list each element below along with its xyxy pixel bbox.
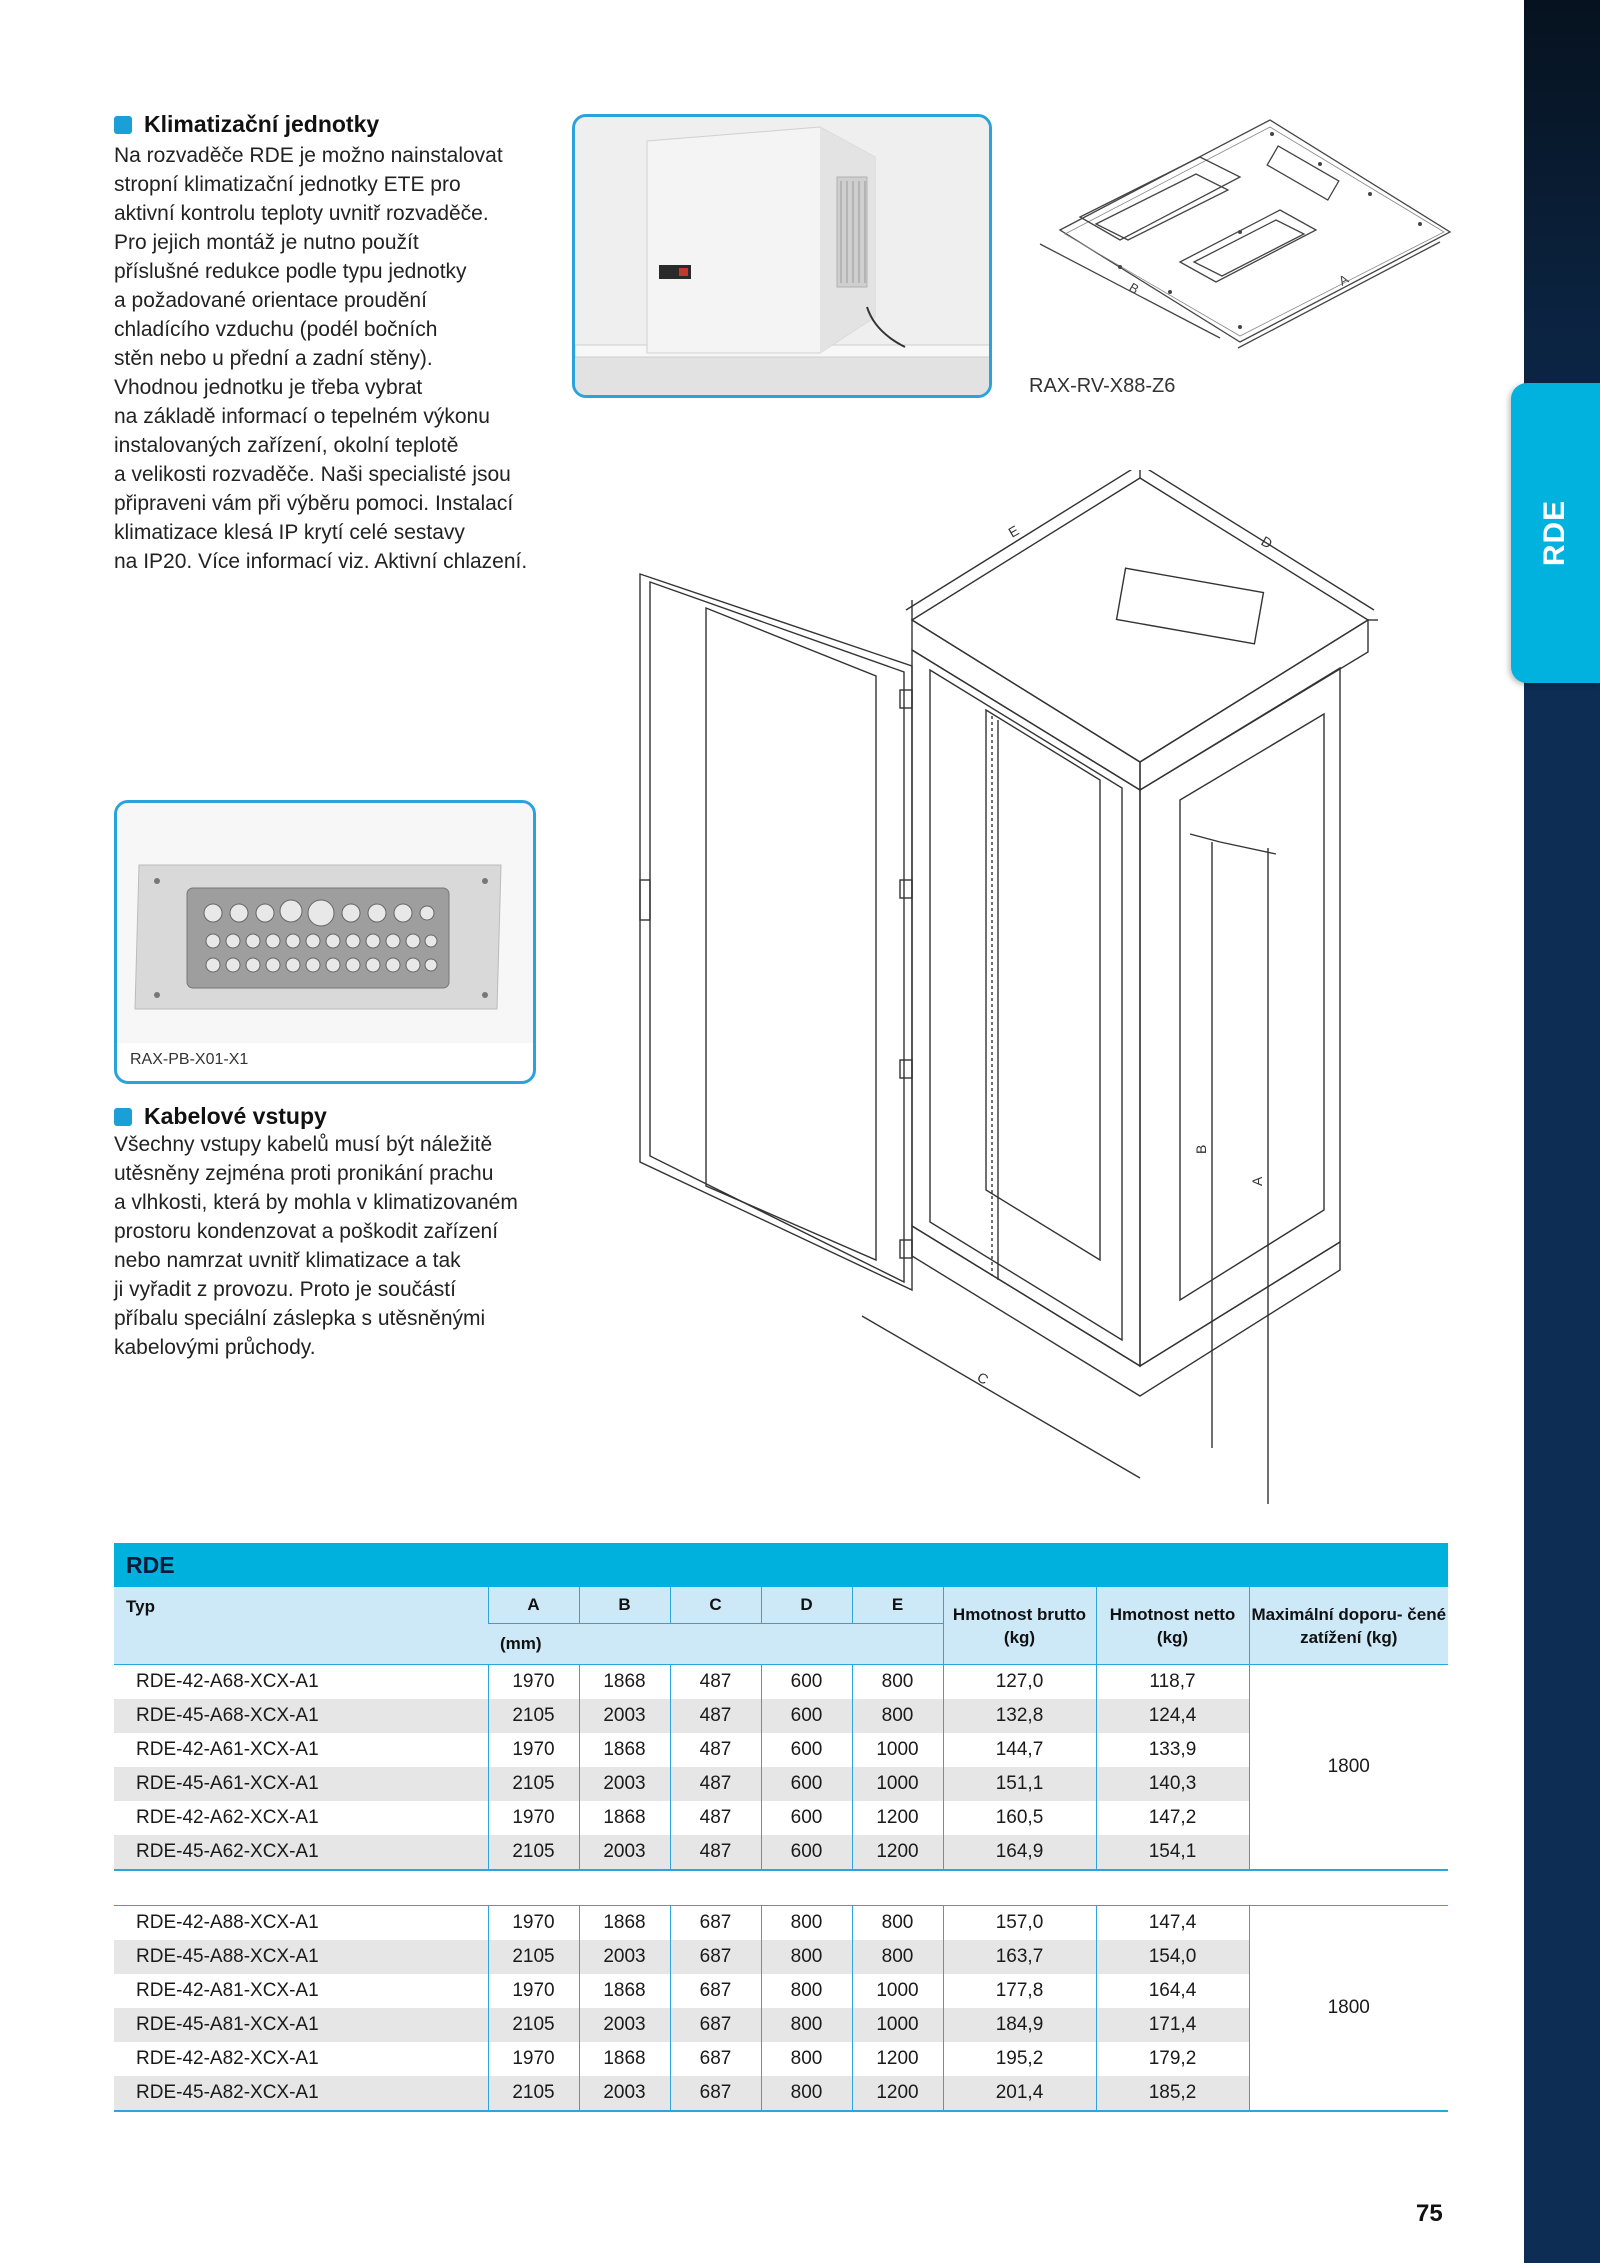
dimension-label-a: A xyxy=(1336,271,1352,289)
cell-value: 1000 xyxy=(852,1767,943,1801)
cell-type: RDE-42-A81-XCX-A1 xyxy=(136,1980,319,2001)
cell-value: 147,4 xyxy=(1096,1906,1249,1941)
text-line: Všechny vstupy kabelů musí být náležitě xyxy=(114,1133,493,1156)
cell-value: 140,3 xyxy=(1096,1767,1249,1801)
cell-value: 487 xyxy=(670,1733,761,1767)
table-row xyxy=(114,1699,1448,1733)
cell-type: RDE-45-A82-XCX-A1 xyxy=(114,2076,488,2111)
text-line: utěsněny zejména proti pronikání prachu xyxy=(114,1162,494,1185)
text-line: stěn nebo u přední a zadní stěny). xyxy=(114,347,433,370)
cell-type: RDE-42-A68-XCX-A1 xyxy=(114,1665,488,1700)
dimension-label-e: E xyxy=(1005,522,1022,541)
cell-value: 2003 xyxy=(579,2076,670,2111)
cell-value: 687 xyxy=(670,2008,761,2042)
table-title: RDE xyxy=(114,1543,1448,1587)
text-line: připraveni vám při výběru pomoci. Instalací xyxy=(114,492,514,515)
cell-value: 124,4 xyxy=(1096,1699,1249,1733)
text-line: na základě informací o tepelném výkonu xyxy=(114,405,490,428)
cell-value: 160,5 xyxy=(943,1801,1096,1835)
cell-max-load: 1800 xyxy=(1249,1906,1448,2112)
cell-type: RDE-42-A62-XCX-A1 xyxy=(136,1807,319,1828)
cable-plate-illustration xyxy=(117,803,533,1043)
cell-type: RDE-45-A61-XCX-A1 xyxy=(114,1767,488,1801)
text-line: příbalu speciální záslepka s utěsněnými xyxy=(114,1307,486,1330)
cell-value: 195,2 xyxy=(943,2042,1096,2076)
cell-type: RDE-42-A61-XCX-A1 xyxy=(136,1739,319,1760)
text-line: na IP20. Více informací viz. Aktivní chlazení. xyxy=(114,550,528,573)
cell-value: 2105 xyxy=(488,1940,579,1974)
cell-type: RDE-42-A82-XCX-A1 xyxy=(136,2048,319,2069)
cell-type: RDE-45-A68-XCX-A1 xyxy=(114,1699,488,1733)
cell-value: 487 xyxy=(670,1699,761,1733)
cell-value: 1000 xyxy=(852,1974,943,2008)
cell-value: 800 xyxy=(852,1940,943,1974)
column-header-a: A xyxy=(488,1587,579,1624)
cell-value: 600 xyxy=(761,1665,852,1700)
cell-value: 2003 xyxy=(579,1835,670,1870)
cable-plate-photo xyxy=(114,800,536,1084)
text-line: chladícího vzduchu (podél bočních xyxy=(114,318,438,341)
cell-value: 1200 xyxy=(852,2076,943,2111)
text-line: nebo namrzat uvnitř klimatizace a tak xyxy=(114,1249,461,1272)
column-header-net-weight: Hmotnost netto (kg) xyxy=(1096,1587,1249,1665)
cell-value: 1868 xyxy=(579,1974,670,2008)
cell-value: 487 xyxy=(670,1665,761,1700)
cell-value: 1970 xyxy=(488,2042,579,2076)
cell-value: 687 xyxy=(670,1906,761,1941)
dimension-label-d: D xyxy=(1258,532,1276,552)
cell-value: 1970 xyxy=(488,1906,579,1941)
ac-unit-illustration xyxy=(575,117,989,395)
table-row xyxy=(114,1940,1448,1974)
cable-entries-text xyxy=(114,1130,544,1362)
cell-value: 600 xyxy=(761,1733,852,1767)
cell-value: 800 xyxy=(761,1940,852,1974)
text-line: Pro jejich montáž je nutno použít xyxy=(114,231,419,254)
cell-value: 132,8 xyxy=(943,1699,1096,1733)
text-line: instalovaných zařízení, okolní teplotě xyxy=(114,434,459,457)
cell-value: 164,9 xyxy=(943,1835,1096,1870)
cell-value: 154,0 xyxy=(1096,1940,1249,1974)
cell-value: 2003 xyxy=(579,1767,670,1801)
cell-value: 201,4 xyxy=(943,2076,1096,2111)
cell-value: 1970 xyxy=(488,1665,579,1700)
cell-value: 687 xyxy=(670,1940,761,1974)
page-sidebar xyxy=(1524,0,1600,2263)
cell-value: 487 xyxy=(670,1767,761,1801)
cell-value: 800 xyxy=(761,2076,852,2111)
table-row xyxy=(114,1974,1448,2008)
dimension-label-b: B xyxy=(1193,1144,1209,1154)
section-heading-cable-entries xyxy=(114,1103,327,1130)
cell-value: 600 xyxy=(761,1835,852,1870)
bullet-square-icon xyxy=(114,116,132,134)
section-heading-air-conditioning xyxy=(114,111,379,138)
cell-value: 2003 xyxy=(579,1699,670,1733)
text-line: aktivní kontrolu teploty uvnitř rozvaděče. xyxy=(114,202,489,225)
cell-type: RDE-45-A81-XCX-A1 xyxy=(114,2008,488,2042)
cell-value: 1970 xyxy=(488,1801,579,1835)
cable-plate-caption: RAX-PB-X01-X1 xyxy=(130,1051,249,1068)
cell-type: RDE-42-A88-XCX-A1 xyxy=(114,1906,488,1941)
cell-value: 487 xyxy=(670,1801,761,1835)
text-line: klimatizace klesá IP krytí celé sestavy xyxy=(114,521,465,544)
text-line: Na rozvaděče RDE je možno nainstalovat xyxy=(114,144,503,167)
cell-value: 800 xyxy=(761,1974,852,2008)
cell-value: 2105 xyxy=(488,1835,579,1870)
cell-value: 687 xyxy=(670,2042,761,2076)
cell-value: 2105 xyxy=(488,1699,579,1733)
table-row xyxy=(114,1767,1448,1801)
table-row xyxy=(114,2008,1448,2042)
cell-value: 179,2 xyxy=(1096,2042,1249,2076)
table-row xyxy=(114,1835,1448,1870)
text-line: stropní klimatizační jednotky ETE pro xyxy=(114,173,461,196)
table-row xyxy=(114,1733,1448,1767)
cell-type: RDE-45-A62-XCX-A1 xyxy=(114,1835,488,1870)
cell-value: 127,0 xyxy=(943,1665,1096,1700)
cell-value: 1868 xyxy=(579,1733,670,1767)
cell-value: 171,4 xyxy=(1096,2008,1249,2042)
cell-value: 800 xyxy=(761,2008,852,2042)
cell-value: 2105 xyxy=(488,2076,579,2111)
cell-value: 800 xyxy=(761,2042,852,2076)
column-header-e: E xyxy=(852,1587,943,1624)
group-separator xyxy=(114,1870,1448,1906)
section-tab-label: RDE xyxy=(1538,499,1571,567)
cell-value: 1200 xyxy=(852,1835,943,1870)
column-header-unit: (mm) xyxy=(488,1624,943,1665)
cell-value: 800 xyxy=(761,1906,852,1941)
cell-max-load: 1800 xyxy=(1249,1665,1448,1871)
table-row xyxy=(114,2042,1448,2076)
text-line: a velikosti rozvaděče. Naši specialisté jsou xyxy=(114,463,511,486)
cabinet-technical-drawing xyxy=(600,470,1400,1510)
text-line: příslušné redukce podle typu jednotky xyxy=(114,260,467,283)
cell-value: 147,2 xyxy=(1096,1801,1249,1835)
table-group xyxy=(114,1665,1448,1871)
cell-value: 1000 xyxy=(852,2008,943,2042)
column-header-max-load: Maximální doporu- čené zatížení (kg) xyxy=(1249,1587,1448,1665)
table-row xyxy=(114,1906,1448,1941)
cell-value: 1970 xyxy=(488,1733,579,1767)
dimension-label-c: C xyxy=(974,1368,992,1388)
section-tab-rde[interactable] xyxy=(1511,383,1600,683)
dimension-label-a: A xyxy=(1249,1176,1265,1186)
cell-value: 157,0 xyxy=(943,1906,1096,1941)
cell-value: 2105 xyxy=(488,1767,579,1801)
cell-value: 2003 xyxy=(579,2008,670,2042)
cell-value: 144,7 xyxy=(943,1733,1096,1767)
table-group xyxy=(114,1906,1448,2112)
rde-spec-table xyxy=(114,1543,1448,2112)
cell-value: 1200 xyxy=(852,2042,943,2076)
cell-type: RDE-45-A88-XCX-A1 xyxy=(114,1940,488,1974)
column-header-c: C xyxy=(670,1587,761,1624)
ac-unit-photo xyxy=(572,114,992,398)
cell-value: 600 xyxy=(761,1767,852,1801)
reduction-plate-drawing xyxy=(1020,112,1460,362)
cell-value: 687 xyxy=(670,1974,761,2008)
cell-value: 184,9 xyxy=(943,2008,1096,2042)
text-line: a vlhkosti, která by mohla v klimatizovaném xyxy=(114,1191,518,1214)
dimension-label-b: B xyxy=(1126,279,1142,297)
page-number: 75 xyxy=(1416,2200,1443,2227)
cell-value: 687 xyxy=(670,2076,761,2111)
cell-value: 133,9 xyxy=(1096,1733,1249,1767)
section-heading-text: Kabelové vstupy xyxy=(144,1103,327,1129)
column-header-d: D xyxy=(761,1587,852,1624)
cell-value: 2105 xyxy=(488,2008,579,2042)
cell-value: 163,7 xyxy=(943,1940,1096,1974)
text-line: prostoru kondenzovat a poškodit zařízení xyxy=(114,1220,499,1243)
cell-value: 1200 xyxy=(852,1801,943,1835)
cell-value: 151,1 xyxy=(943,1767,1096,1801)
cell-value: 1970 xyxy=(488,1974,579,2008)
air-conditioning-text xyxy=(114,141,544,576)
column-header-type: Typ xyxy=(114,1587,488,1665)
column-header-gross-weight: Hmotnost brutto (kg) xyxy=(943,1587,1096,1665)
cell-value: 1868 xyxy=(579,1906,670,1941)
cell-value: 800 xyxy=(852,1699,943,1733)
reduction-plate-caption: RAX-RV-X88-Z6 xyxy=(1029,375,1176,397)
spec-table xyxy=(114,1587,1448,2112)
bullet-square-icon xyxy=(114,1108,132,1126)
table-row xyxy=(114,1801,1448,1835)
table-row xyxy=(114,1665,1448,1700)
cell-value: 118,7 xyxy=(1096,1665,1249,1700)
cell-value: 154,1 xyxy=(1096,1835,1249,1870)
cell-value: 600 xyxy=(761,1801,852,1835)
cell-value: 800 xyxy=(852,1665,943,1700)
column-header-b: B xyxy=(579,1587,670,1624)
table-row xyxy=(114,2076,1448,2111)
text-line: a požadované orientace proudění xyxy=(114,289,427,312)
cell-value: 2003 xyxy=(579,1940,670,1974)
cell-value: 177,8 xyxy=(943,1974,1096,2008)
cell-value: 487 xyxy=(670,1835,761,1870)
cell-value: 800 xyxy=(852,1906,943,1941)
text-line: ji vyřadit z provozu. Proto je součástí xyxy=(114,1278,456,1301)
cell-value: 600 xyxy=(761,1699,852,1733)
cell-value: 1000 xyxy=(852,1733,943,1767)
text-line: kabelovými průchody. xyxy=(114,1336,316,1359)
cell-value: 1868 xyxy=(579,1665,670,1700)
cell-value: 1868 xyxy=(579,2042,670,2076)
section-heading-text: Klimatizační jednotky xyxy=(144,111,380,137)
cell-value: 1868 xyxy=(579,1801,670,1835)
cell-value: 164,4 xyxy=(1096,1974,1249,2008)
cell-value: 185,2 xyxy=(1096,2076,1249,2111)
text-line: Vhodnou jednotku je třeba vybrat xyxy=(114,376,423,399)
